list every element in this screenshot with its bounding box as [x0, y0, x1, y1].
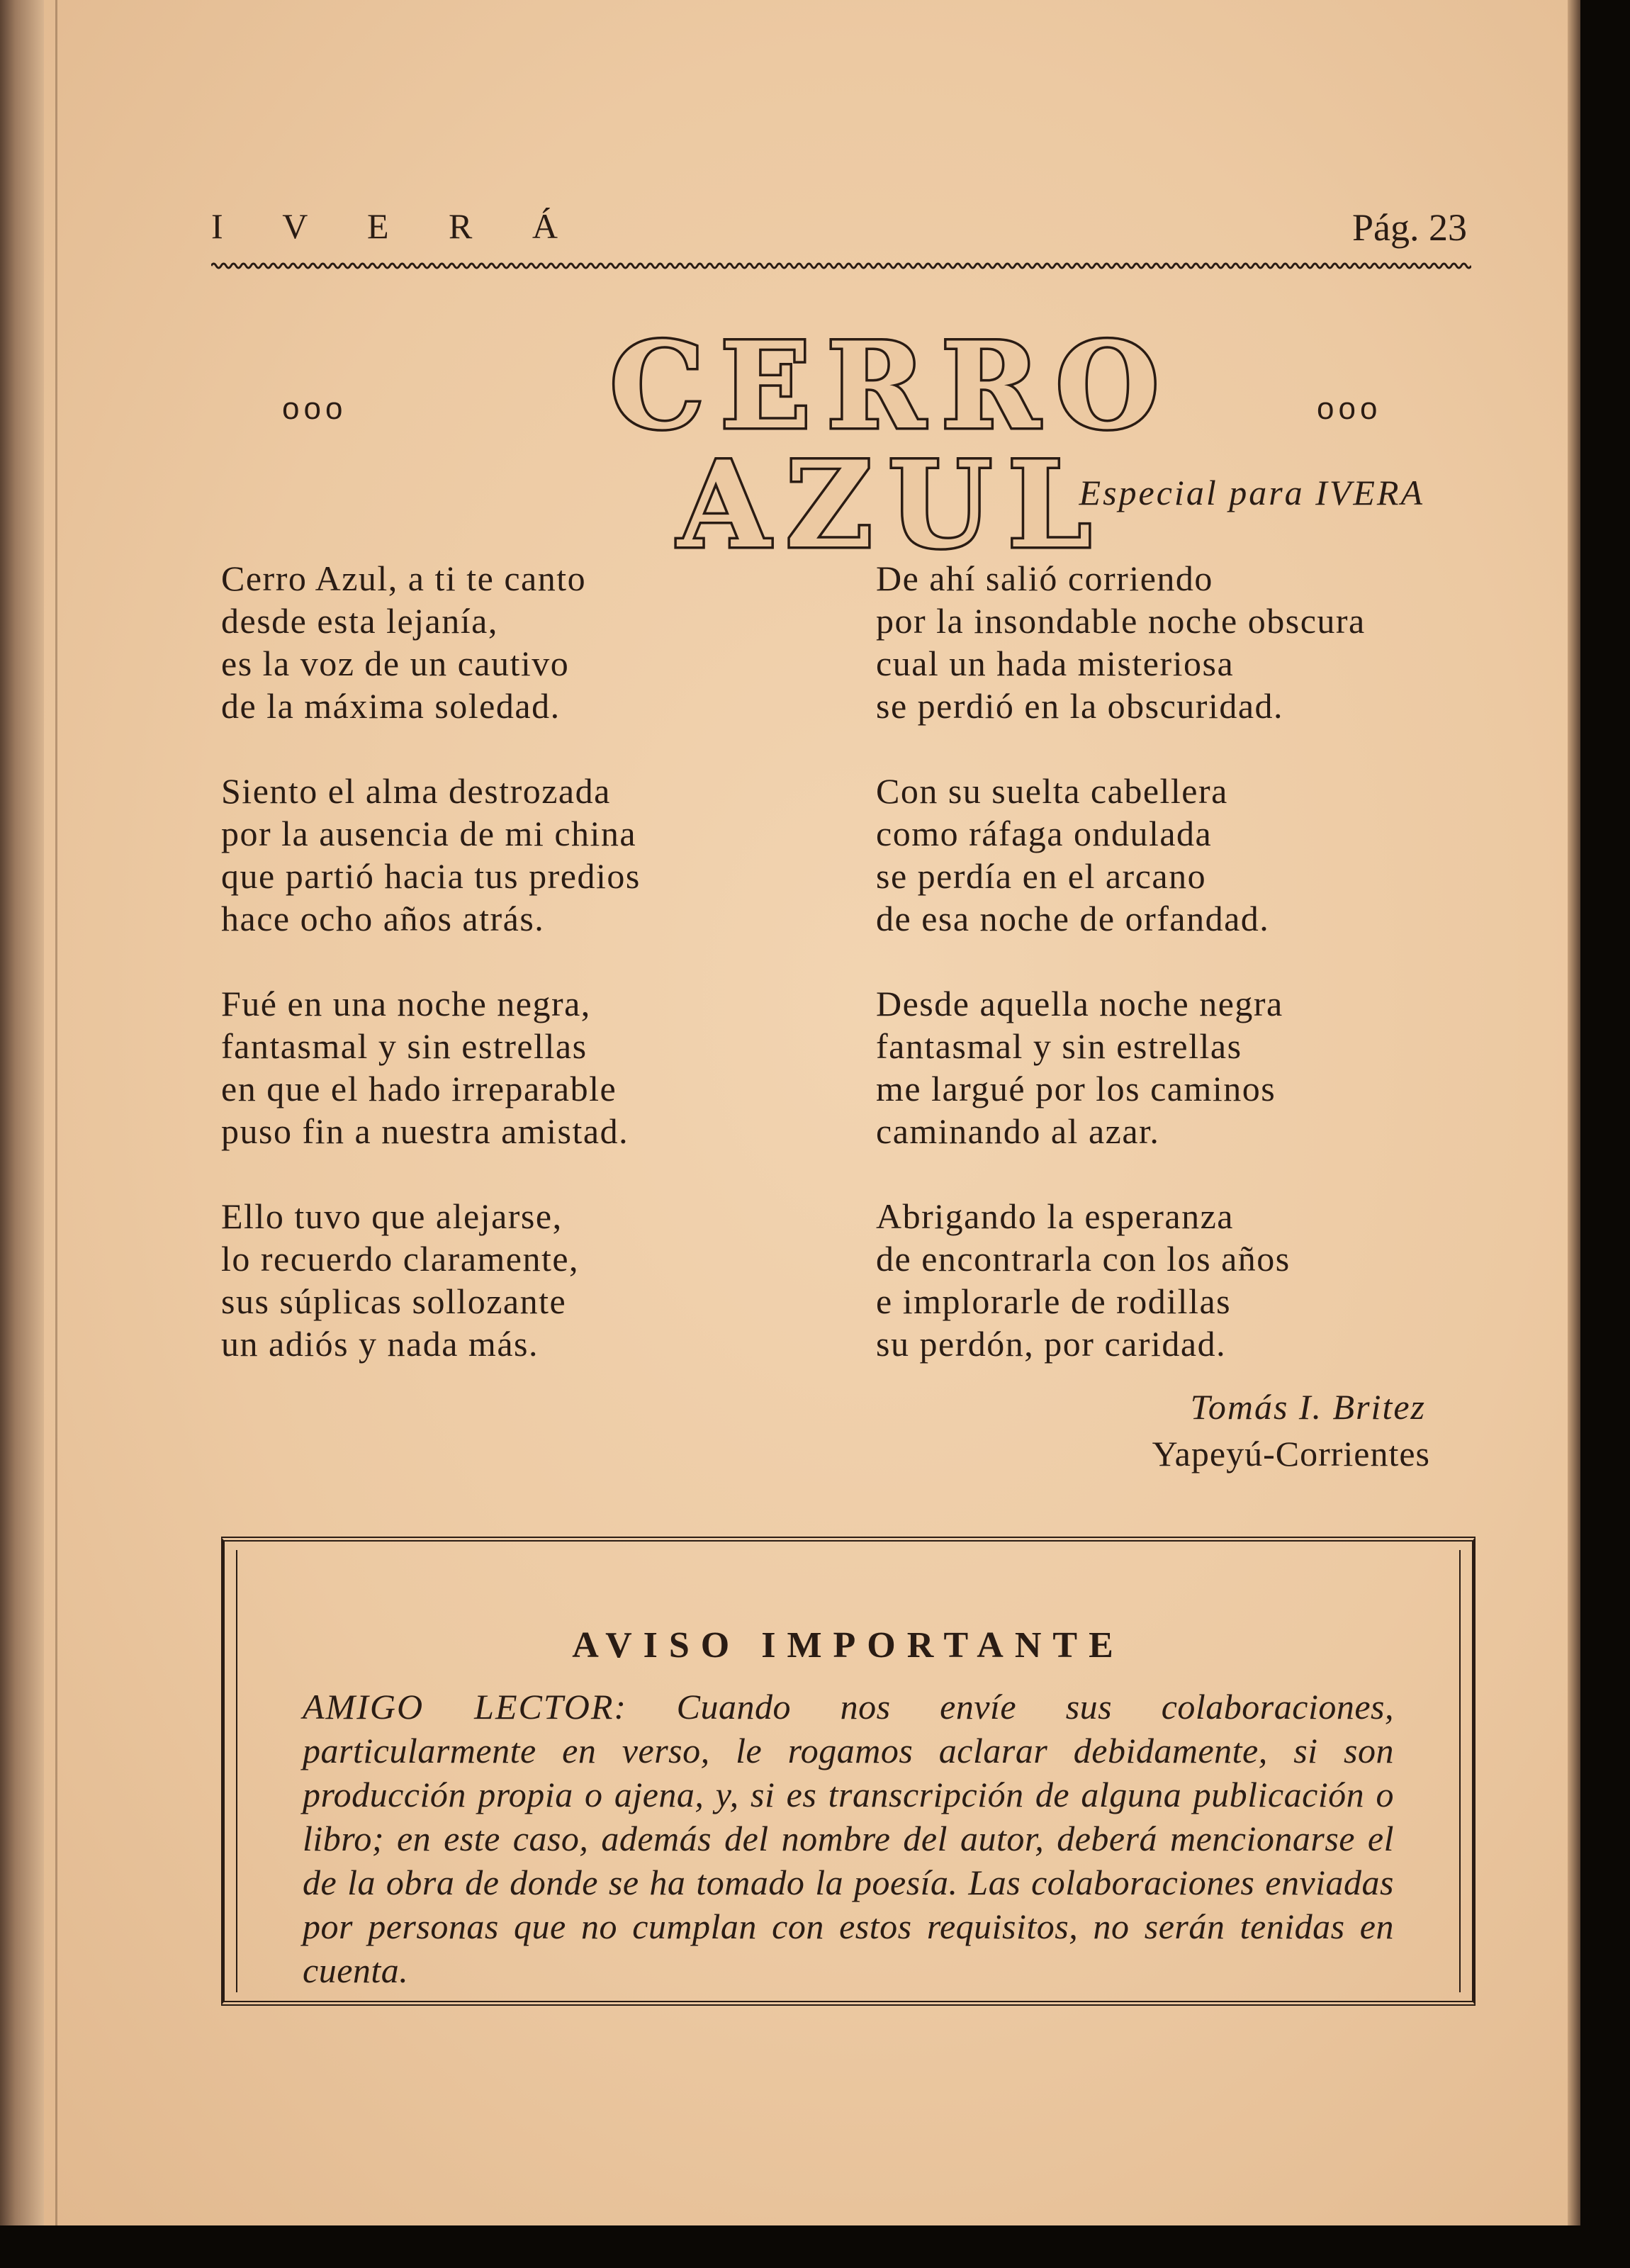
- page-crease: [55, 0, 57, 2225]
- magazine-name: I V E R Á: [211, 206, 583, 246]
- verse-line: en que el hado irreparable: [221, 1069, 617, 1108]
- verse-line: Abrigando la esperanza: [876, 1196, 1234, 1236]
- verse-line: que partió hacia tus predios: [221, 856, 641, 896]
- stanza: [221, 770, 831, 940]
- page-right-edge: [1568, 0, 1580, 2225]
- page-number: Pág. 23: [1352, 206, 1467, 249]
- verse-line: es la voz de un cautivo: [221, 644, 570, 683]
- verse-line: cual un hada misteriosa: [876, 644, 1235, 683]
- verse-line: Siento el alma destrozada: [221, 771, 611, 811]
- verse-line: fantasmal y sin estrellas: [221, 1026, 588, 1066]
- stanza: [876, 1195, 1485, 1365]
- running-head: [211, 206, 1467, 262]
- verse-line: sus súplicas sollozante: [221, 1281, 567, 1321]
- verse-line: de la máxima soledad.: [221, 686, 561, 726]
- verse-line: Con su suelta cabellera: [876, 771, 1228, 811]
- notice-lead: AMIGO LECTOR:: [303, 1687, 628, 1727]
- verse-line: por la ausencia de mi china: [221, 814, 637, 853]
- notice-inner-frame: [236, 1550, 1461, 1992]
- stanza: [221, 982, 831, 1152]
- notice-body: Cuando nos envíe sus colaboraciones, particularmente en verso, le rogamos aclarar debidamente, si son producción propia o ajena, y, si es transcripción de alguna publicación o libro; en este caso, además del nombre del autor, deberá mencionarse el de la obra de donde se ha tomado la poesía. Las colaboraciones enviadas por personas que no cumplan con estos requisitos, no serán tenidas en cuenta.: [303, 1687, 1394, 1990]
- verse-line: Desde aquella noche negra: [876, 984, 1283, 1023]
- verse-line: desde esta lejanía,: [221, 601, 498, 641]
- stanza: [876, 557, 1485, 727]
- wavy-rule: [211, 261, 1471, 271]
- poem-column-right: [876, 557, 1485, 1408]
- verse-line: como ráfaga ondulada: [876, 814, 1213, 853]
- verse-line: hace ocho años atrás.: [221, 899, 545, 938]
- page-binding-edge: [0, 0, 44, 2225]
- poem-dedication: Especial para IVERA: [1079, 473, 1424, 512]
- verse-line: su perdón, por caridad.: [876, 1324, 1227, 1364]
- title-ornament-right: ooo: [1317, 391, 1382, 426]
- verse-line: Cerro Azul, a ti te canto: [221, 558, 587, 598]
- poem-column-left: [221, 557, 831, 1408]
- stanza: [876, 770, 1485, 940]
- verse-line: puso fin a nuestra amistad.: [221, 1111, 629, 1151]
- verse-line: de esa noche de orfandad.: [876, 899, 1270, 938]
- notice-title: AVISO IMPORTANTE: [572, 1625, 1125, 1666]
- notice-text: [303, 1685, 1394, 1992]
- stanza: [221, 557, 831, 727]
- title-ornament-left: ooo: [282, 391, 347, 426]
- poem-place: Yapeyú-Corrientes: [1152, 1434, 1430, 1473]
- poem-author: Tomás I. Britez: [1190, 1387, 1426, 1427]
- verse-line: Ello tuvo que alejarse,: [221, 1196, 563, 1236]
- stanza: [221, 1195, 831, 1365]
- verse-line: por la insondable noche obscura: [876, 601, 1366, 641]
- notice-box: [221, 1537, 1476, 2006]
- verse-line: se perdió en la obscuridad.: [876, 686, 1284, 726]
- stanza: [876, 982, 1485, 1152]
- verse-line: caminando al azar.: [876, 1111, 1160, 1151]
- verse-line: Fué en una noche negra,: [221, 984, 591, 1023]
- poem-title: CERRO AZUL: [609, 315, 1175, 575]
- verse-line: lo recuerdo claramente,: [221, 1239, 580, 1279]
- verse-line: fantasmal y sin estrellas: [876, 1026, 1242, 1066]
- verse-line: De ahí salió corriendo: [876, 558, 1213, 598]
- verse-line: se perdía en el arcano: [876, 856, 1207, 896]
- verse-line: de encontrarla con los años: [876, 1239, 1291, 1279]
- verse-line: e implorarle de rodillas: [876, 1281, 1232, 1321]
- verse-line: un adiós y nada más.: [221, 1324, 539, 1364]
- verse-line: me largué por los caminos: [876, 1069, 1276, 1108]
